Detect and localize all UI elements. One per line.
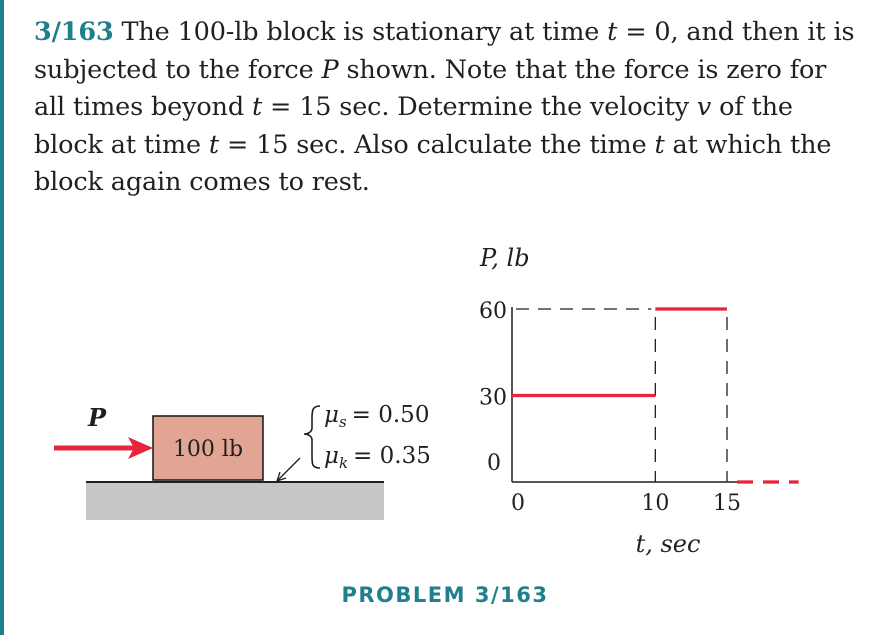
problem-text-segment: v xyxy=(696,92,712,122)
mu-k-label xyxy=(324,443,431,472)
mu-k-symbol: μ xyxy=(324,443,339,469)
problem-text-segment: = 0, and then it is subjected to the force xyxy=(34,17,855,85)
figure xyxy=(0,220,873,635)
problem-statement xyxy=(34,14,864,202)
problem-text-segment: t xyxy=(208,129,220,160)
problem-text-segment: at which the block again comes to rest. xyxy=(34,129,832,197)
y-axis-label: P, lb xyxy=(480,244,530,272)
x-tick-label: 15 xyxy=(713,491,741,516)
problem-text-segment: The 100-lb block is stationary at time xyxy=(121,17,608,47)
problem-text-segment: of the block at time xyxy=(34,92,793,160)
problem-text-segment: t xyxy=(607,17,618,47)
block-label: 100 lb xyxy=(172,437,244,462)
problem-number: 3/163 xyxy=(34,17,114,47)
mu-k-sub: k xyxy=(338,454,349,472)
mu-s-value: = 0.50 xyxy=(351,402,430,428)
x-tick-label: 0 xyxy=(511,491,525,516)
y-tick-label: 0 xyxy=(487,451,501,476)
ground xyxy=(86,482,384,520)
y-tick-label: 60 xyxy=(479,299,507,324)
mu-s-sub: s xyxy=(338,413,347,431)
problem-text-segment: t xyxy=(251,92,263,122)
problem-text-segment: = 15 sec. Also calculate the time xyxy=(219,129,655,160)
mu-s-symbol: μ xyxy=(324,402,339,428)
figure-caption: PROBLEM 3/163 xyxy=(341,583,549,607)
problem-body xyxy=(34,17,854,197)
mu-s-label xyxy=(324,402,429,431)
force-label: P xyxy=(88,403,107,432)
force-time-chart xyxy=(479,244,799,558)
problem-text-segment: = 15 sec. Determine the velocity xyxy=(262,92,697,122)
problem-text-segment: shown. Note that the force is zero for all times beyond xyxy=(34,54,827,122)
problem-text-segment: t xyxy=(654,129,665,160)
y-tick-label: 30 xyxy=(479,385,507,411)
mu-k-value: = 0.35 xyxy=(353,443,431,469)
x-axis-label: t, sec xyxy=(635,530,701,558)
friction-leader xyxy=(277,458,300,481)
brace xyxy=(304,406,320,468)
problem-text-segment: P xyxy=(321,54,339,85)
x-tick-label: 10 xyxy=(641,491,670,516)
